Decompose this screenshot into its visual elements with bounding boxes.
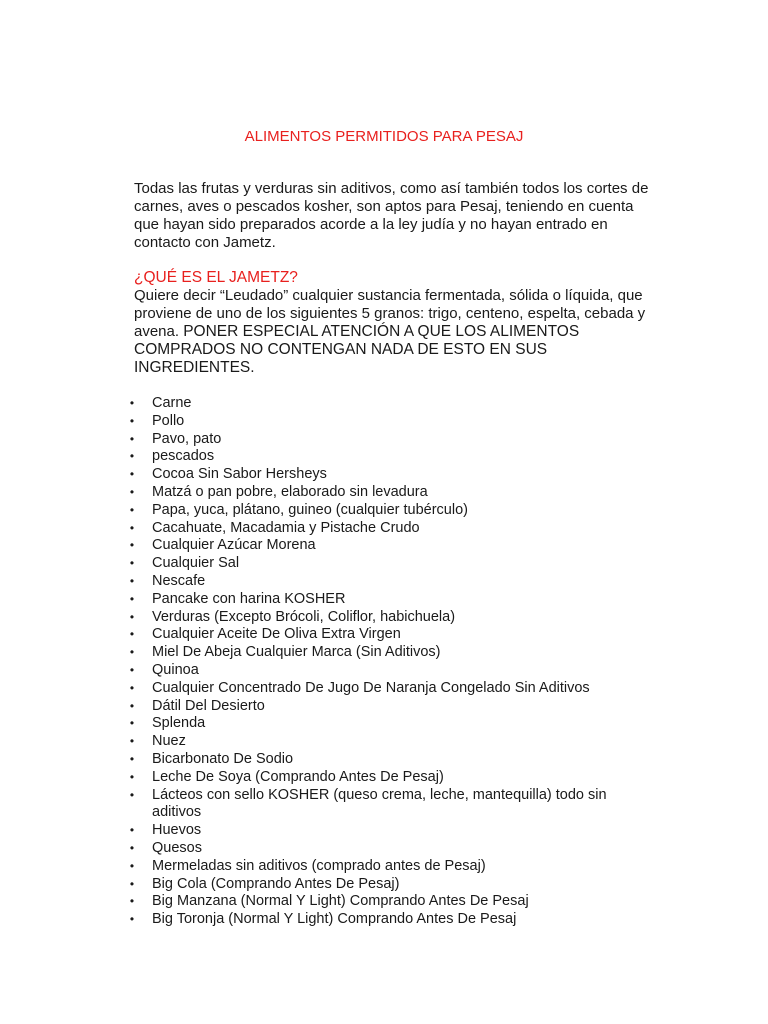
list-item-text: Verduras (Excepto Brócoli, Coliflor, habichuela) (152, 608, 456, 625)
bullet-icon: • (129, 876, 135, 891)
list-item (129, 412, 634, 431)
list-item (129, 875, 634, 894)
list-item-text: Nescafe (152, 572, 206, 589)
list-item-text: Cualquier Azúcar Morena (152, 537, 316, 554)
list-item (129, 644, 634, 662)
allowed-foods-list (129, 395, 634, 929)
list-item-text: Pollo (152, 412, 185, 429)
bullet-icon: • (129, 894, 135, 909)
bullet-icon: • (129, 520, 135, 535)
definition-text: Quiere decir “Leudado” cualquier sustancia fermentada, sólida o líquida, que proviene de uno de los siguientes 5 granos: trigo, centeno, espelta, cebada y avena. (134, 287, 646, 340)
list-item (129, 448, 634, 466)
bullet-icon: • (129, 396, 135, 410)
list-item-text: Big Toronja (Normal Y Light) Comprando Antes De Pesaj (152, 911, 517, 928)
list-item (129, 483, 634, 502)
list-item (129, 679, 634, 698)
list-item (129, 395, 634, 413)
list-item-text: Papa, yuca, plátano, guineo (cualquier tubérculo) (152, 501, 468, 518)
list-item (129, 466, 634, 484)
list-item-text: Nuez (152, 733, 186, 750)
bullet-icon: • (129, 502, 135, 517)
list-item (129, 590, 634, 609)
bullet-icon: • (129, 538, 135, 553)
bullet-icon: • (129, 484, 135, 499)
bullet-icon: • (129, 823, 135, 838)
list-item-text: Lácteos con sello KOSHER (queso crema, leche, mantequilla) todo sin aditivos (152, 786, 607, 821)
bullet-icon: • (129, 680, 135, 695)
list-item (129, 715, 634, 733)
list-item (129, 661, 634, 680)
list-item-text: Cualquier Concentrado De Jugo De Naranja Congelado Sin Aditivos (152, 679, 590, 696)
list-item-text: Cualquier Aceite De Oliva Extra Virgen (152, 626, 401, 643)
bullet-icon: • (129, 609, 135, 624)
list-item-text: Pavo, pato (152, 430, 222, 447)
list-item (129, 786, 634, 823)
list-item (129, 839, 634, 858)
list-item (129, 501, 634, 520)
list-item-text: Huevos (152, 822, 202, 839)
bullet-icon: • (129, 467, 135, 482)
list-item-text: pescados (152, 448, 215, 465)
list-item-text: Miel De Abeja Cualquier Marca (Sin Aditivos) (152, 644, 441, 661)
jametz-subheading: ¿QUÉ ES EL JAMETZ? (134, 269, 298, 286)
bullet-icon: • (129, 734, 135, 749)
list-item (129, 697, 634, 716)
bullet-icon: • (129, 662, 135, 677)
list-item-text: Cacahuate, Macadamia y Pistache Crudo (152, 519, 420, 536)
bullet-icon: • (129, 787, 135, 802)
list-item-text: Bicarbonato De Sodio (152, 750, 294, 767)
bullet-icon: • (129, 573, 135, 588)
list-item (129, 733, 634, 751)
list-item (129, 555, 634, 573)
list-item-text: Big Cola (Comprando Antes De Pesaj) (152, 875, 400, 892)
list-item (129, 430, 634, 449)
warning-text: PONER ESPECIAL ATENCIÓN A QUE LOS ALIMENTOS COMPRADOS NO CONTENGAN NADA DE ESTO EN SUS INGREDIENTES. (134, 323, 580, 376)
list-item-text: Quinoa (152, 661, 199, 678)
list-item-text: Pancake con harina KOSHER (152, 590, 346, 607)
list-item-text: Splenda (152, 715, 206, 732)
list-item (129, 537, 634, 555)
document-title: ALIMENTOS PERMITIDOS PARA PESAJ (244, 128, 524, 145)
list-item-text: Mermeladas sin aditivos (comprado antes de Pesaj) (152, 857, 486, 874)
bullet-icon: • (129, 591, 135, 606)
bullet-icon: • (129, 858, 135, 873)
list-item (129, 768, 634, 787)
bullet-icon: • (129, 751, 135, 766)
list-item (129, 911, 634, 929)
bullet-icon: • (129, 769, 135, 784)
list-item-text: Carne (152, 395, 192, 411)
list-item-text: Cualquier Sal (152, 555, 240, 572)
list-item-text: Cocoa Sin Sabor Hersheys (152, 466, 327, 483)
list-item (129, 626, 634, 644)
list-item (129, 822, 634, 840)
jametz-definition (134, 287, 654, 377)
list-item-text: Matzá o pan pobre, elaborado sin levadura (152, 483, 428, 500)
bullet-icon: • (129, 431, 135, 446)
list-item (129, 893, 634, 911)
bullet-icon: • (129, 556, 135, 571)
bullet-icon: • (129, 840, 135, 855)
bullet-icon: • (129, 645, 135, 660)
bullet-icon: • (129, 698, 135, 713)
list-item-text: Leche De Soya (Comprando Antes De Pesaj) (152, 768, 444, 785)
bullet-icon: • (129, 716, 135, 731)
list-item (129, 608, 634, 627)
bullet-icon: • (129, 413, 135, 428)
list-item (129, 750, 634, 769)
list-item (129, 572, 634, 591)
list-item (129, 857, 634, 876)
list-item (129, 519, 634, 538)
list-item-text: Big Manzana (Normal Y Light) Comprando Antes De Pesaj (152, 893, 529, 910)
list-item-text: Dátil Del Desierto (152, 697, 265, 714)
list-item-text: Quesos (152, 839, 202, 856)
bullet-icon: • (129, 912, 135, 927)
bullet-icon: • (129, 449, 135, 464)
intro-paragraph: Todas las frutas y verduras sin aditivos, como así también todos los cortes de carnes, aves o pescados kosher, son aptos para Pesaj, teniendo en cuenta que hayan sido preparados acorde a la ley judía y no hayan entrado en contacto con Jametz. (134, 180, 649, 251)
bullet-icon: • (129, 627, 135, 642)
